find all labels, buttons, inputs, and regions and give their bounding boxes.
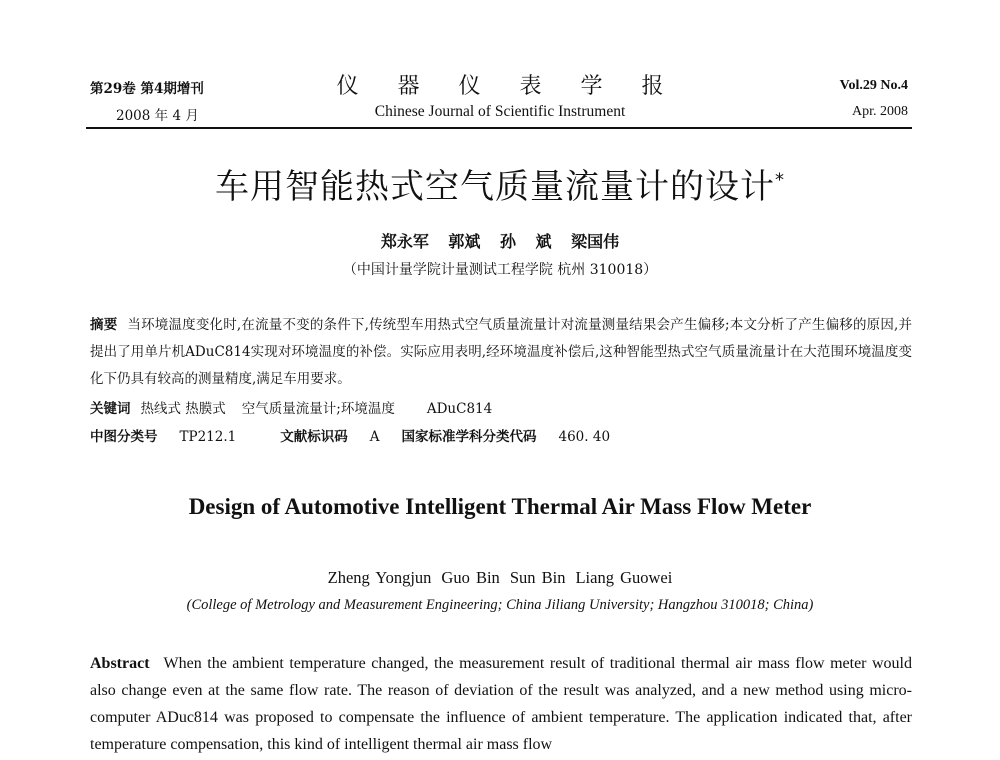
abstract-cn-label: 摘要 [90,317,118,333]
volume-issue-cn: 第29卷 第4期增刊 [90,81,204,97]
abstract-cn-text: 当环境温度变化时,在流量不变的条件下,传统型车用热式空气质量流量计对流量测量结果会产生偏移;本文分析了产生偏移的原因,并提出了用单片机ADuC814实现对环境温度的补偿。实际应用表明,经环境温度补偿后,这种智能型热式空气质量流量计在大范围环境温度变化下仍具有较高的测量精度,满足车用要求。 [90,317,913,387]
paper-title-cn-text: 车用智能热式空气质量流量计的设计 [215,167,775,207]
clc-label: 中图分类号 [90,429,158,445]
authors-cn: 郑永军 郭斌 孙 斌 梁国伟 [380,232,620,251]
abstract-en-label: Abstract [90,655,150,672]
keyword-item: 热线式 热膜式 [140,401,226,417]
author-name: Guo Bin [441,568,500,587]
keywords-cn [90,397,492,417]
keyword-item: 空气质量流量计;环境温度 [241,401,395,417]
affiliation-cn: （中国计量学院计量测试工程学院 杭州 310018） [342,262,658,278]
authors-en [0,568,1000,588]
doc-code-label: 文献标识码 [280,429,348,445]
author-name: Sun Bin [509,568,566,587]
issue-date-en: Apr. 2008 [852,104,908,119]
author-name: Liang Guowei [575,568,673,587]
abstract-en-text: When the ambient temperature changed, the measurement result of traditional thermal air mass flow meter would also change even at the same flow rate. The reason of deviation of the result was analyzed, and a new method using micro-computer ADuc814 was proposed to compensate the influence of ambient temperature. The application indicated that, after temperature compensation, this kind of intelligent thermal air mass flow [90,655,912,753]
volume-issue-en: Vol.29 No.4 [839,78,908,93]
abstract-cn [90,312,912,393]
author-name: Zheng Yongjun [327,568,432,587]
keywords-cn-label: 关键词 [90,401,131,417]
std-code-label: 国家标准学科分类代码 [401,429,537,445]
paper-title-cn [0,159,1000,208]
journal-title-en: Chinese Journal of Scientific Instrument [374,103,626,120]
issue-date-cn: 2008 年 4 月 [116,108,199,124]
abstract-en [90,650,912,758]
paper-title-en: Design of Automotive Intelligent Thermal Air Mass Flow Meter [188,494,812,519]
classification-cn [90,425,610,445]
doc-code-value: A [369,429,380,445]
title-footnote-mark: * [775,169,785,191]
journal-title-cn: 仪 器 仪 表 学 报 [336,74,680,99]
affiliation-en: (College of Metrology and Measurement Engineering; China Jiliang University; Hangzhou 310018; China) [186,597,814,613]
keyword-item: ADuC814 [426,401,493,417]
std-code-value: 460. 40 [558,429,611,445]
header-divider [86,127,912,129]
clc-value: TP212.1 [179,429,237,445]
